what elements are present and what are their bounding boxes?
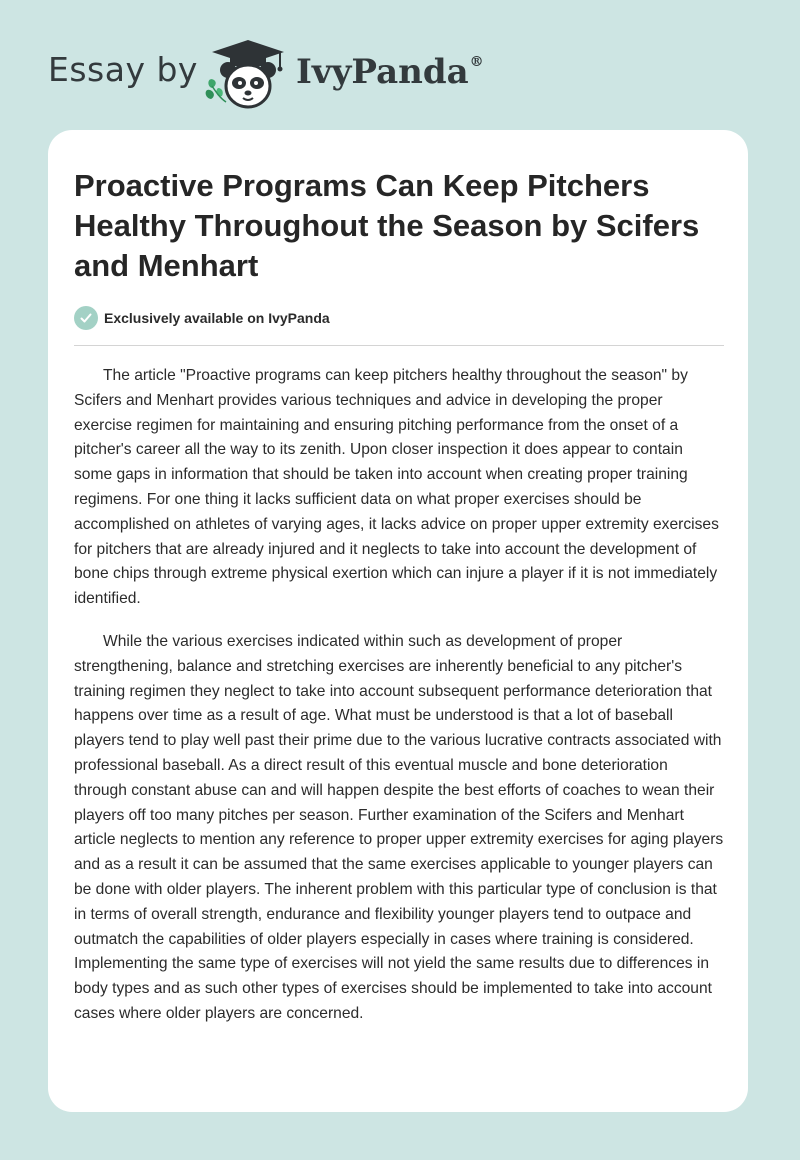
check-circle-icon <box>74 306 98 330</box>
brand-name[interactable] <box>296 52 484 92</box>
exclusive-badge <box>74 306 330 330</box>
page-title: Proactive Programs Can Keep Pitchers Healthy Throughout the Season by Scifers and Menhart <box>74 168 700 283</box>
exclusive-label: Exclusively available on IvyPanda <box>104 310 330 326</box>
divider <box>74 345 724 346</box>
paragraph: The article "Proactive programs can keep pitchers healthy throughout the season" by Scifers and Menhart provides various techniques and advice in developing the proper exercise regimen for maintaining and ensuring pitching performance from the onset of a pitcher's career all the way to its zenith. Upon closer inspection it does appear to contain some gaps in information that should be taken into account when creating proper training regimens. For one thing it lacks sufficient data on what proper exercises should be accomplished on athletes of varying ages, it lacks advice on proper upper extremity exercises for pitchers that are already injured and it neglects to take into account the development of bone chips through extreme physical exertion which can injure a player if it is not immediately identified. <box>74 367 719 608</box>
panda-graduate-logo-icon[interactable] <box>200 36 296 112</box>
site-header <box>0 0 800 120</box>
essay-body <box>74 364 724 1045</box>
brand-name-text: IvyPanda <box>296 52 469 92</box>
paragraph: While the various exercises indicated within such as development of proper strengthening, balance and stretching exercises are inherently beneficial to any pitcher's training regimen they neglect to take into account subsequent performance deterioration that happens over time as a result of age. What must be understood is that a lot of baseball players tend to play well past their prime due to the various lucrative contracts associated with professional baseball. As a direct result of this eventual muscle and bone deterioration through constant abuse can and will happen despite the best efforts of coaches to wean their players off too many pitches per season. Further examination of the Scifers and Menhart article neglects to mention any reference to proper upper extremity exercises for aging players and as a result it can be assumed that the same exercises applicable to younger players can be done with older players. The inherent problem with this particular type of conclusion is that in terms of overall strength, endurance and flexibility younger players tend to outpace and outmatch the capabilities of older players especially in cases where training is considered. Implementing the same type of exercises will not yield the same results due to differences in body types and as such other types of exercises should be implemented to take into account cases where older players are concerned. <box>74 632 724 1022</box>
ivy-leaf-icon <box>206 79 226 102</box>
essay-by-label: Essay by <box>48 50 198 89</box>
registered-mark: ® <box>469 54 484 70</box>
essay-card <box>48 130 748 1112</box>
